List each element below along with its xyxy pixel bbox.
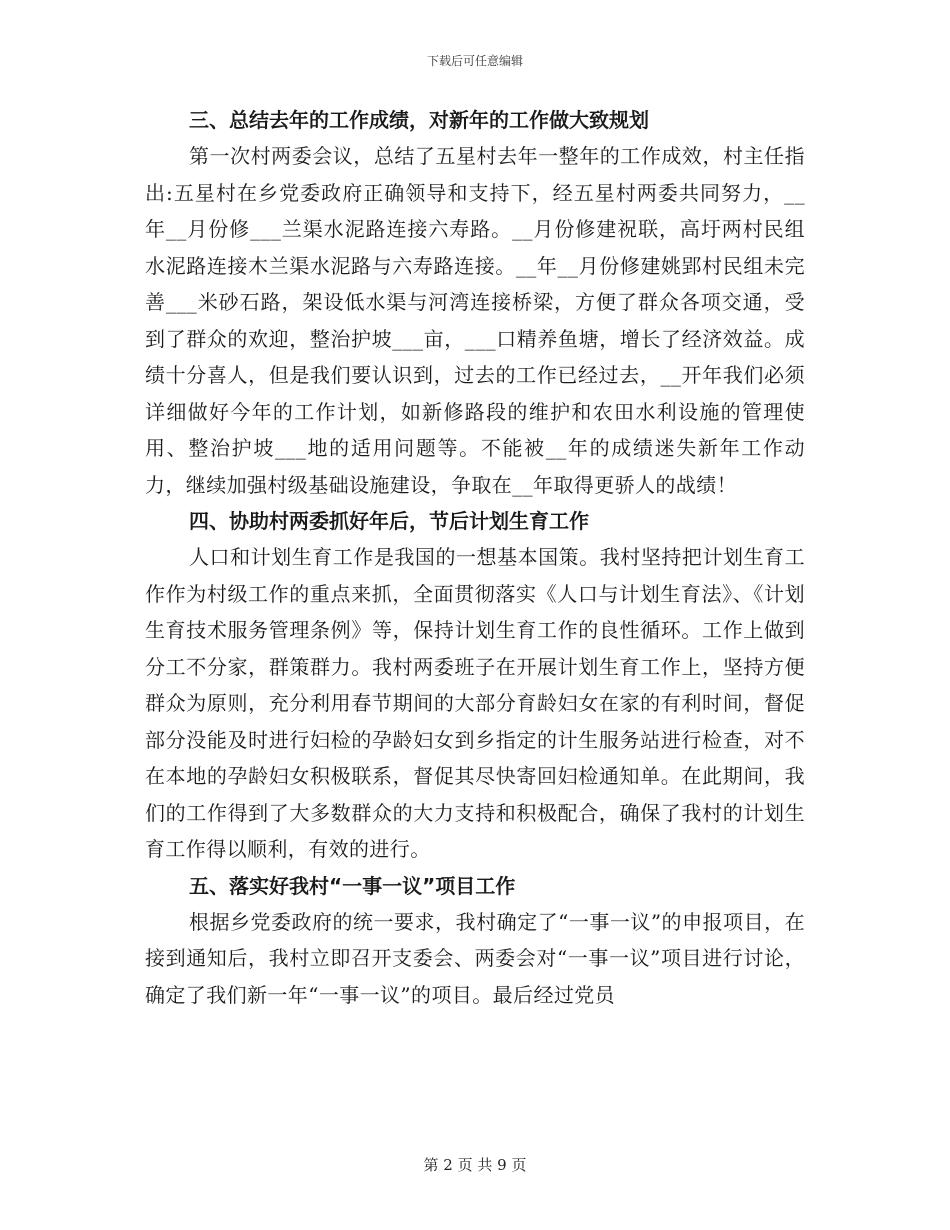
section-body-3: 第一次村两委会议，总结了五星村去年一整年的工作成效，村主任指出:五星村在乡党委政府正确领导和支持下，经五星村两委共同努力，__年__月份修___兰渠水泥路连接六寿路。__月份修建祝联，高圩两村民组水泥路连接木兰渠水泥路与六寿路连接。__年__月份修建姚郢村民组未完善___米砂石路，架设低水渠与河湾连接桥梁，方便了群众各项交通，受到了群众的欢迎，整治护坡___亩，___口精养鱼塘，增长了经济效益。成绩十分喜人，但是我们要认识到，过去的工作已经过去，__开年我们必须详细做好今年的工作计划，如新修路段的维护和农田水利设施的管理使用、整治护坡___地的适用问题等。不能被__年的成绩迷失新年工作动力，继续加强村级基础设施建设，争取在__年取得更骄人的战绩！ bbox=[145, 144, 805, 497]
document-body bbox=[145, 102, 805, 1013]
section-heading-5: 五、落实好我村“一事一议”项目工作 bbox=[189, 873, 516, 898]
page-number-footer: 第 2 页 共 9 页 bbox=[423, 1156, 527, 1174]
section-body-5: 根据乡党委政府的统一要求，我村确定了“一事一议”的申报项目，在接到通知后，我村立即召开支委会、两委会对“一事一议”项目进行讨论，确定了我们新一年“一事一议”的项目。最后经过党员 bbox=[145, 909, 805, 1007]
header-note: 下载后可任意编辑 bbox=[426, 54, 523, 68]
section-heading-4: 四、协助村两委抓好年后，节后计划生育工作 bbox=[189, 509, 589, 533]
section-body-4: 人口和计划生育工作是我国的一想基本国策。我村坚持把计划生育工作作为村级工作的重点来抓，全面贯彻落实《人口与计划生育法》、《计划生育技术服务管理条例》等，保持计划生育工作的良性循环。工作上做到分工不分家，群策群力。我村两委班子在开展计划生育工作上，坚持方便群众为原则，充分利用春节期间的大部分育龄妇女在家的有利时间，督促部分没能及时进行妇检的孕龄妇女到乡指定的计生服务站进行检查，对不在本地的孕龄妇女积极联系，督促其尽快寄回妇检通知单。在此期间，我们的工作得到了大多数群众的大力支持和积极配合，确保了我村的计划生育工作得以顺利，有效的进行。 bbox=[145, 545, 805, 861]
section-heading-3: 三、总结去年的工作成绩，对新年的工作做大致规划 bbox=[189, 108, 649, 132]
